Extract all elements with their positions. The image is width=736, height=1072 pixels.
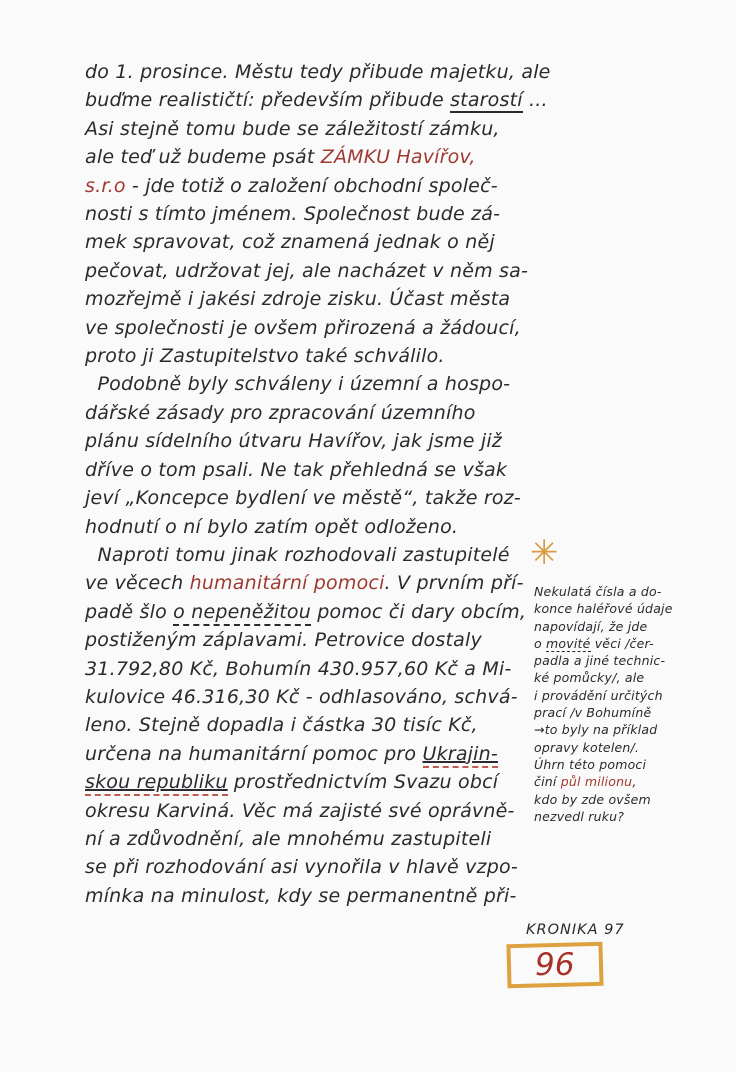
text-segment: Nekulatá čísla a do- xyxy=(534,584,662,599)
text-line xyxy=(534,721,726,738)
text-line xyxy=(85,541,565,569)
text-segment: Naproti tomu jinak rozhodovali zastupitelé xyxy=(85,543,510,566)
text-segment: pomoc či dary obcím, xyxy=(311,600,527,623)
margin-annotation xyxy=(534,583,726,825)
text-line xyxy=(534,791,726,808)
text-segment: Podobně byly schváleny i územní a hospo- xyxy=(85,373,511,396)
text-line xyxy=(534,669,726,686)
text-segment: buďme realističtí: především přibude xyxy=(85,89,451,112)
text-line xyxy=(85,456,565,484)
text-segment: hodnutí o ní bylo zatím opět odloženo. xyxy=(85,515,459,538)
text-segment: ké pomůcky/, ale xyxy=(534,670,645,686)
text-line xyxy=(85,484,565,512)
text-segment: ZÁMKU Havířov, xyxy=(320,146,476,169)
text-segment: ve věcech xyxy=(85,572,190,595)
text-line xyxy=(85,285,565,313)
text-segment: prostřednictvím Svazu obcí xyxy=(227,771,499,794)
text-line xyxy=(85,342,565,370)
text-segment: o xyxy=(534,635,547,651)
text-segment: - jde totiž o založení obchodní společ- xyxy=(125,174,498,197)
text-segment: ve společnosti je ovšem přirozená a žádoucí, xyxy=(85,316,521,339)
text-line xyxy=(85,740,565,768)
text-segment: proto ji Zastupitelstvo také schválilo. xyxy=(85,345,445,368)
text-segment: padě šlo xyxy=(85,600,174,623)
text-segment: napovídají, že jde xyxy=(534,618,648,634)
text-segment: 31.792,80 Kč, Bohumín 430.957,60 Kč a Mi- xyxy=(85,657,512,680)
text-segment: Úhrn této pomoci xyxy=(534,756,647,772)
text-line xyxy=(534,635,726,652)
text-segment: o nepeněžitou xyxy=(173,601,311,626)
text-line xyxy=(534,756,726,773)
text-segment: padla a jiné technic- xyxy=(534,653,666,669)
text-line xyxy=(85,711,565,739)
text-segment: opravy kotelen/. xyxy=(534,739,640,755)
text-segment: ní a zdůvodnění, ale mnohému zastupiteli xyxy=(85,827,492,850)
text-line xyxy=(85,655,565,683)
text-segment: leno. Stejně dopadla i částka 30 tisíc Kč, xyxy=(85,714,478,737)
text-line xyxy=(85,143,565,171)
text-segment: mozřejmě i jakési zdroje zisku. Účast města xyxy=(85,288,511,311)
text-segment: movité xyxy=(546,635,591,651)
text-segment: nosti s tímto jménem. Společnost bude zá- xyxy=(85,203,501,226)
text-line xyxy=(534,773,726,790)
text-segment: Asi stejně tomu bude se záležitostí zámku, xyxy=(85,117,500,140)
text-segment: mek spravovat, což znamená jednak o něj xyxy=(85,231,495,254)
text-segment: humanitární pomoci xyxy=(189,572,385,595)
text-line xyxy=(85,314,565,342)
text-segment: starostí xyxy=(450,89,523,112)
text-segment: činí xyxy=(534,774,561,790)
text-segment: to byly na příklad xyxy=(544,722,658,738)
text-line xyxy=(85,427,565,455)
text-line xyxy=(85,626,565,654)
text-line xyxy=(85,825,565,853)
text-line xyxy=(85,228,565,256)
text-segment: postiženým záplavami. Petrovice dostaly xyxy=(85,629,482,652)
text-segment: věci /čer- xyxy=(590,635,654,651)
text-line xyxy=(85,853,565,881)
text-segment: dříve o tom psali. Ne tak přehledná se však xyxy=(85,458,508,481)
page-number: 96 xyxy=(535,946,575,983)
text-segment: se při rozhodování asi vynořila v hlavě vzpo- xyxy=(85,856,518,879)
text-line xyxy=(85,399,565,427)
text-line xyxy=(85,115,565,143)
text-segment: plánu sídelního útvaru Havířov, jak jsme již xyxy=(85,430,502,453)
text-line xyxy=(534,618,726,635)
text-segment: určena na humanitární pomoc pro xyxy=(85,742,423,765)
text-segment: s.r.o xyxy=(85,174,126,197)
asterisk-icon: ✳ xyxy=(530,533,559,573)
text-segment: Ukrajin- xyxy=(423,743,498,768)
text-line xyxy=(85,882,565,910)
text-segment: → xyxy=(534,722,545,738)
text-segment: ale teď už budeme psát xyxy=(85,146,321,169)
chronicle-label: KRONIKA 97 xyxy=(526,922,625,938)
text-line xyxy=(85,569,565,597)
text-line xyxy=(534,739,726,756)
text-line xyxy=(85,370,565,398)
text-segment: , xyxy=(632,774,637,790)
text-line xyxy=(534,652,726,669)
text-segment: okresu Karviná. Věc má zajisté své oprávně- xyxy=(85,799,515,822)
text-segment: mínka na minulost, kdy se permanentně při- xyxy=(85,884,517,907)
text-segment: pečovat, udržovat jej, ale nacházet v něm sa- xyxy=(85,259,529,282)
text-segment: půl milionu xyxy=(560,774,633,790)
text-segment: konce haléřové údaje xyxy=(534,601,673,617)
text-line xyxy=(85,768,565,796)
text-segment: ... xyxy=(522,89,548,112)
text-line xyxy=(85,172,565,200)
text-line xyxy=(85,797,565,825)
text-segment: kulovice 46.316,30 Kč - odhlasováno, schvá- xyxy=(85,685,518,708)
page-number-box xyxy=(506,942,603,988)
text-segment: i provádění určitých xyxy=(534,687,663,703)
text-line xyxy=(85,257,565,285)
text-segment: skou republiku xyxy=(85,771,228,796)
text-segment: jeví „Koncepce bydlení ve městě“, takže roz- xyxy=(85,487,521,510)
main-handwritten-text xyxy=(85,58,565,910)
text-segment: dářské zásady pro zpracování územního xyxy=(85,401,476,424)
text-segment: nezvedl ruku? xyxy=(534,808,625,824)
text-line xyxy=(534,808,726,825)
text-line xyxy=(85,513,565,541)
text-line xyxy=(85,598,565,626)
text-line xyxy=(534,600,726,617)
text-line xyxy=(85,58,565,86)
text-line xyxy=(85,683,565,711)
text-segment: prací /v Bohumíně xyxy=(534,705,652,721)
text-segment: do 1. prosince. Městu tedy přibude majetku, ale xyxy=(85,61,551,83)
text-segment: kdo by zde ovšem xyxy=(534,791,651,807)
text-line xyxy=(534,687,726,704)
text-segment: . V prvním pří- xyxy=(384,572,524,595)
text-line xyxy=(85,200,565,228)
text-line xyxy=(85,86,565,114)
text-line xyxy=(534,704,726,721)
text-line xyxy=(534,583,726,600)
